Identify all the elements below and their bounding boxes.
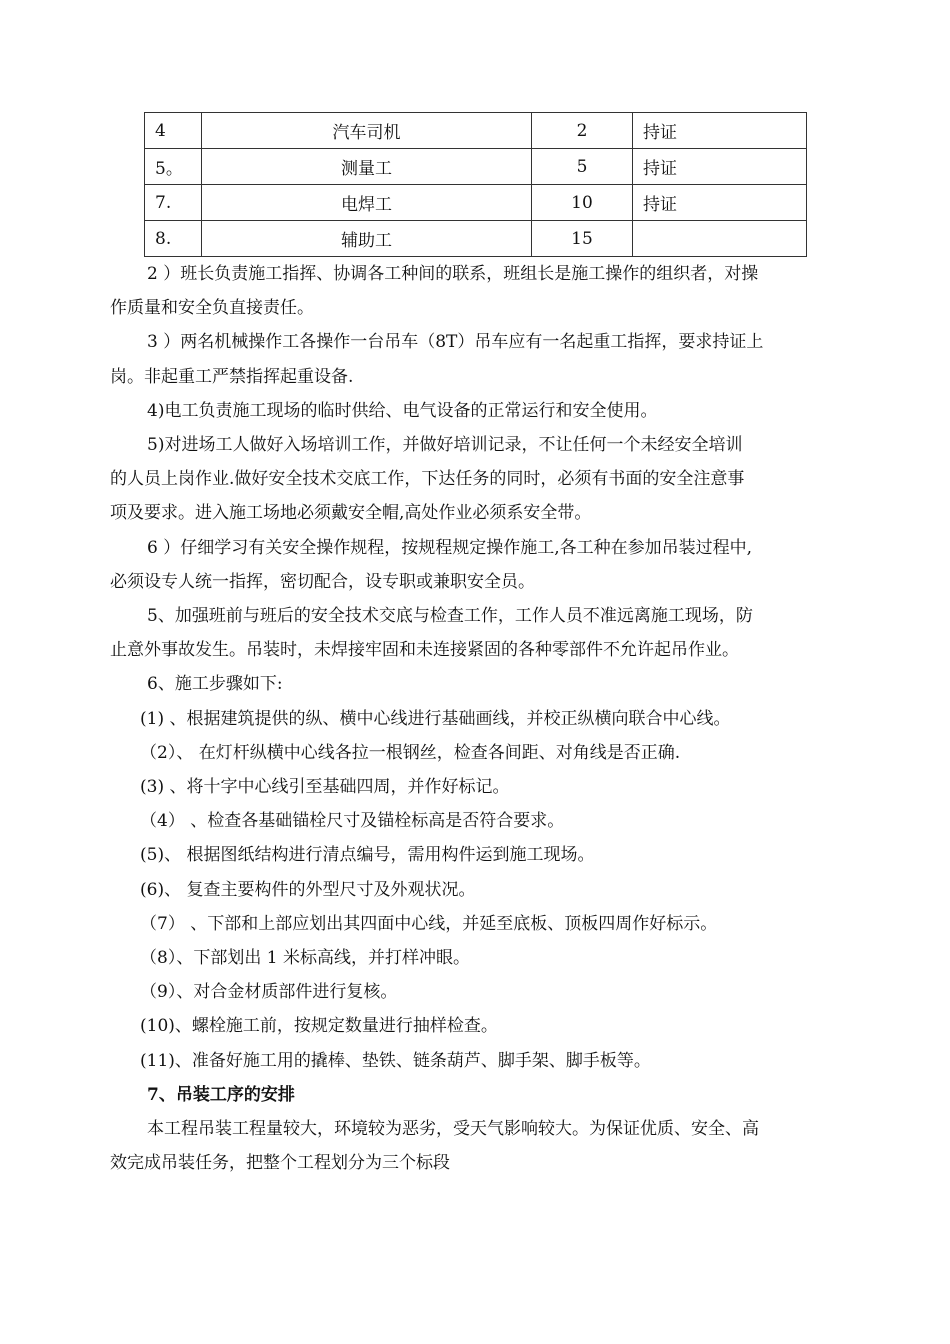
paragraph-line: 4)电工负责施工现场的临时供给、电气设备的正常运行和安全使用。 bbox=[147, 400, 658, 421]
row-number: 4 bbox=[145, 113, 202, 149]
table-row bbox=[145, 113, 807, 149]
section-title: 7、吊装工序的安排 bbox=[147, 1084, 295, 1105]
staff-table bbox=[144, 112, 807, 257]
table-row bbox=[145, 149, 807, 185]
worker-count: 2 bbox=[532, 113, 633, 149]
paragraph-line: 6 ）仔细学习有关安全操作规程，按规程规定操作施工,各工种在参加吊装过程中, bbox=[147, 537, 753, 558]
worker-count: 5 bbox=[532, 149, 633, 185]
step-item: （2）、 在灯杆纵横中心线各拉一根钢丝，检查各间距、对角线是否正确. bbox=[140, 742, 681, 763]
paragraph-line: 项及要求。进入施工场地必须戴安全帽,高处作业必须系安全带。 bbox=[110, 503, 592, 524]
step-item: (3) 、将十字中心线引至基础四周，并作好标记。 bbox=[140, 777, 510, 798]
step-item: （7） 、下部和上部应划出其四面中心线，并延至底板、顶板四周作好标示。 bbox=[140, 913, 718, 934]
job-title: 电焊工 bbox=[202, 185, 532, 221]
remark: 持证 bbox=[633, 113, 807, 149]
section-heading: 6、施工步骤如下: bbox=[147, 674, 283, 695]
worker-count: 15 bbox=[532, 221, 633, 257]
remark: 持证 bbox=[633, 185, 807, 221]
paragraph-line: 5)对进场工人做好入场培训工作，并做好培训记录，不让任何一个未经安全培训 bbox=[147, 435, 743, 456]
step-item: (10)、螺栓施工前，按规定数量进行抽样检查。 bbox=[140, 1016, 498, 1037]
paragraph-line: 2 ）班长负责施工指挥、协调各工种间的联系，班组长是施工操作的组织者，对操 bbox=[147, 264, 759, 284]
paragraph-line: 岗。非起重工严禁指挥起重设备. bbox=[110, 366, 354, 387]
step-item: (1) 、根据建筑提供的纵、横中心线进行基础画线，并校正纵横向联合中心线。 bbox=[140, 708, 731, 729]
row-number: 7. bbox=[145, 185, 202, 221]
row-number: 5。 bbox=[145, 149, 202, 185]
paragraph-line: 必须设专人统一指挥，密切配合，设专职或兼职安全员。 bbox=[110, 571, 535, 592]
paragraph-line: 止意外事故发生。吊装时，未焊接牢固和未连接紧固的各种零部件不允许起吊作业。 bbox=[110, 640, 739, 661]
job-title: 汽车司机 bbox=[202, 113, 532, 149]
paragraph-line: 3 ）两名机械操作工各操作一台吊车（8T）吊车应有一名起重工指挥，要求持证上 bbox=[147, 332, 764, 353]
remark bbox=[633, 221, 807, 257]
step-item: （8）、下部划出 1 米标高线，并打样冲眼。 bbox=[140, 948, 470, 969]
job-title: 测量工 bbox=[202, 149, 532, 185]
step-item: (11)、准备好施工用的撬棒、垫铁、链条葫芦、脚手架、脚手板等。 bbox=[140, 1050, 651, 1071]
paragraph-line: 效完成吊装任务，把整个工程划分为三个标段 bbox=[110, 1153, 450, 1174]
step-item: (6)、 复查主要构件的外型尺寸及外观状况。 bbox=[140, 879, 476, 900]
worker-count: 10 bbox=[532, 185, 633, 221]
body-text bbox=[110, 257, 845, 1180]
row-number: 8. bbox=[145, 221, 202, 257]
paragraph-line: 的人员上岗作业.做好安全技术交底工作，下达任务的同时，必须有书面的安全注意事 bbox=[110, 469, 745, 490]
paragraph-line: 本工程吊装工程量较大，环境较为恶劣，受天气影响较大。为保证优质、安全、高 bbox=[147, 1119, 759, 1140]
step-item: (5)、 根据图纸结构进行清点编号，需用构件运到施工现场。 bbox=[140, 845, 595, 866]
remark: 持证 bbox=[633, 149, 807, 185]
table-row bbox=[145, 185, 807, 221]
paragraph-line: 作质量和安全负直接责任。 bbox=[110, 298, 314, 319]
paragraph-line: 5、加强班前与班后的安全技术交底与检查工作，工作人员不准远离施工现场，防 bbox=[147, 606, 753, 627]
step-item: （9）、对合金材质部件进行复核。 bbox=[140, 982, 398, 1003]
table-row bbox=[145, 221, 807, 257]
job-title: 辅助工 bbox=[202, 221, 532, 257]
step-item: （4） 、检查各基础锚栓尺寸及锚栓标高是否符合要求。 bbox=[140, 811, 565, 832]
